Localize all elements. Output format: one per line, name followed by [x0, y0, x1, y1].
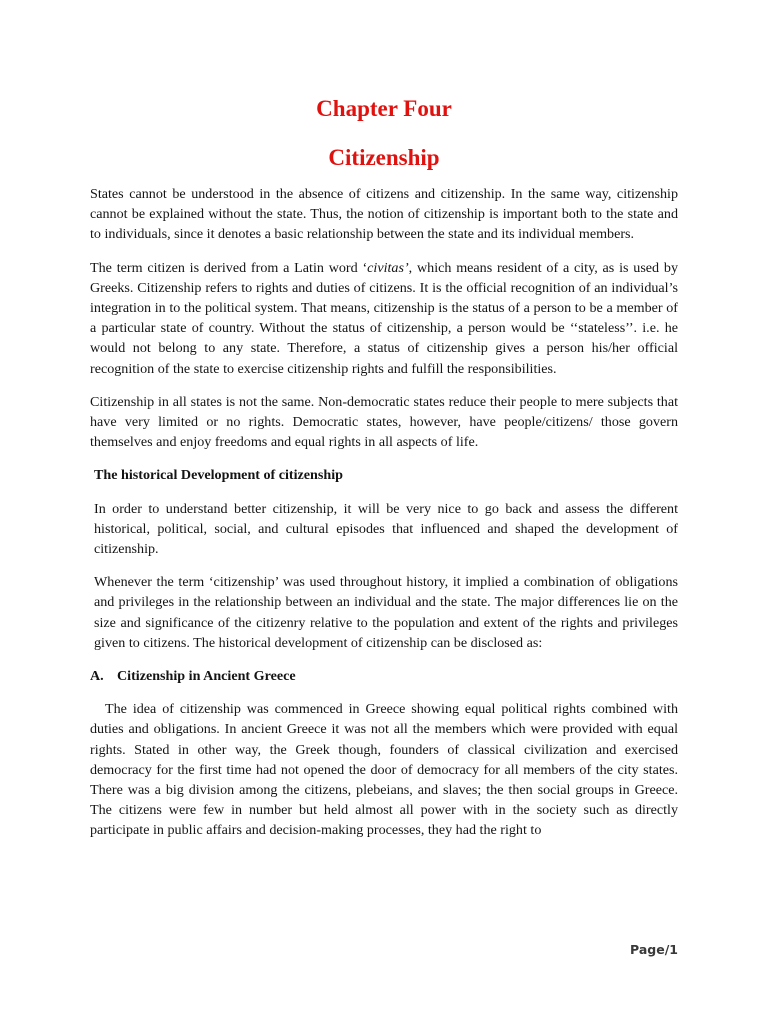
paragraph-definition-start: The term citizen is derived from a Latin word ‘ — [90, 259, 368, 276]
document-body — [90, 184, 678, 854]
paragraph-history-definition: Whenever the term ‘citizenship’ was used throughout history, it implied a combination of obligations and privileges in the relationship between an individual and the state. The major differences lie on the size and significance of the citizenry relative to the population and extent of the rights and privileges given to citizens. The historical development of citizenship can be disclosed as: — [94, 574, 678, 651]
paragraph-definition — [90, 258, 678, 379]
paragraph-definition-rest: , which means resident of a city, as is used by Greeks. Citizenship refers to rights and duties of citizens. It is the official recognition of an individual’s integration in to the political system. That means, citizenship is the status of a person to be a member of a particular state of country. Without the status of citizenship, a person would be ‘‘stateless’’. i.e. he would not belong to any state. Therefore, a status of citizenship gives a person his/her official recognition of the state to exercise citizenship rights and fulfill the responsibilities. — [90, 259, 678, 377]
chapter-subtitle: Citizenship — [328, 145, 440, 170]
chapter-title: Chapter Four — [316, 96, 452, 121]
section-heading-historical: The historical Development of citizenship — [94, 467, 343, 484]
section-heading-ancient-greece — [90, 666, 678, 686]
paragraph-history-intro: In order to understand better citizenship, it will be very nice to go back and assess the different historical, political, social, and cultural episodes that influenced and shaped the development of citizenship. — [94, 500, 678, 558]
paragraph-intro: States cannot be understood in the absence of citizens and citizenship. In the same way, citizenship cannot be explained without the state. Thus, the notion of citizenship is important both to the state and to individuals, since it denotes a basic relationship between the state and its individual members. — [90, 186, 678, 243]
latin-term: civitas’ — [367, 259, 409, 276]
paragraph-ancient-greece: The idea of citizenship was commenced in Greece showing equal political rights combined with duties and obligations. In ancient Greece it was not all the members which were provided with equal rights. Stated in other way, the Greek though, founders of classical civilization and exercised democracy for the first time had not opened the door of democracy for all members of the city states. There was a big division among the citizens, plebeians, and slaves; the then social groups in Greece. The citizens were few in number but held almost all power with in the society such as directly participate in public affairs and decision-making processes, they had the right to — [90, 701, 678, 839]
page-number: Page/1 — [630, 942, 678, 957]
paragraph-state-types: Citizenship in all states is not the same. Non-democratic states reduce their people to mere subjects that have very limited or no rights. Democratic states, however, have people/citizens/ those govern themselves and enjoy freedoms and equal rights in all aspects of life. — [90, 393, 678, 451]
section-heading-text: Citizenship in Ancient Greece — [117, 668, 296, 685]
section-letter: A. — [90, 668, 104, 685]
